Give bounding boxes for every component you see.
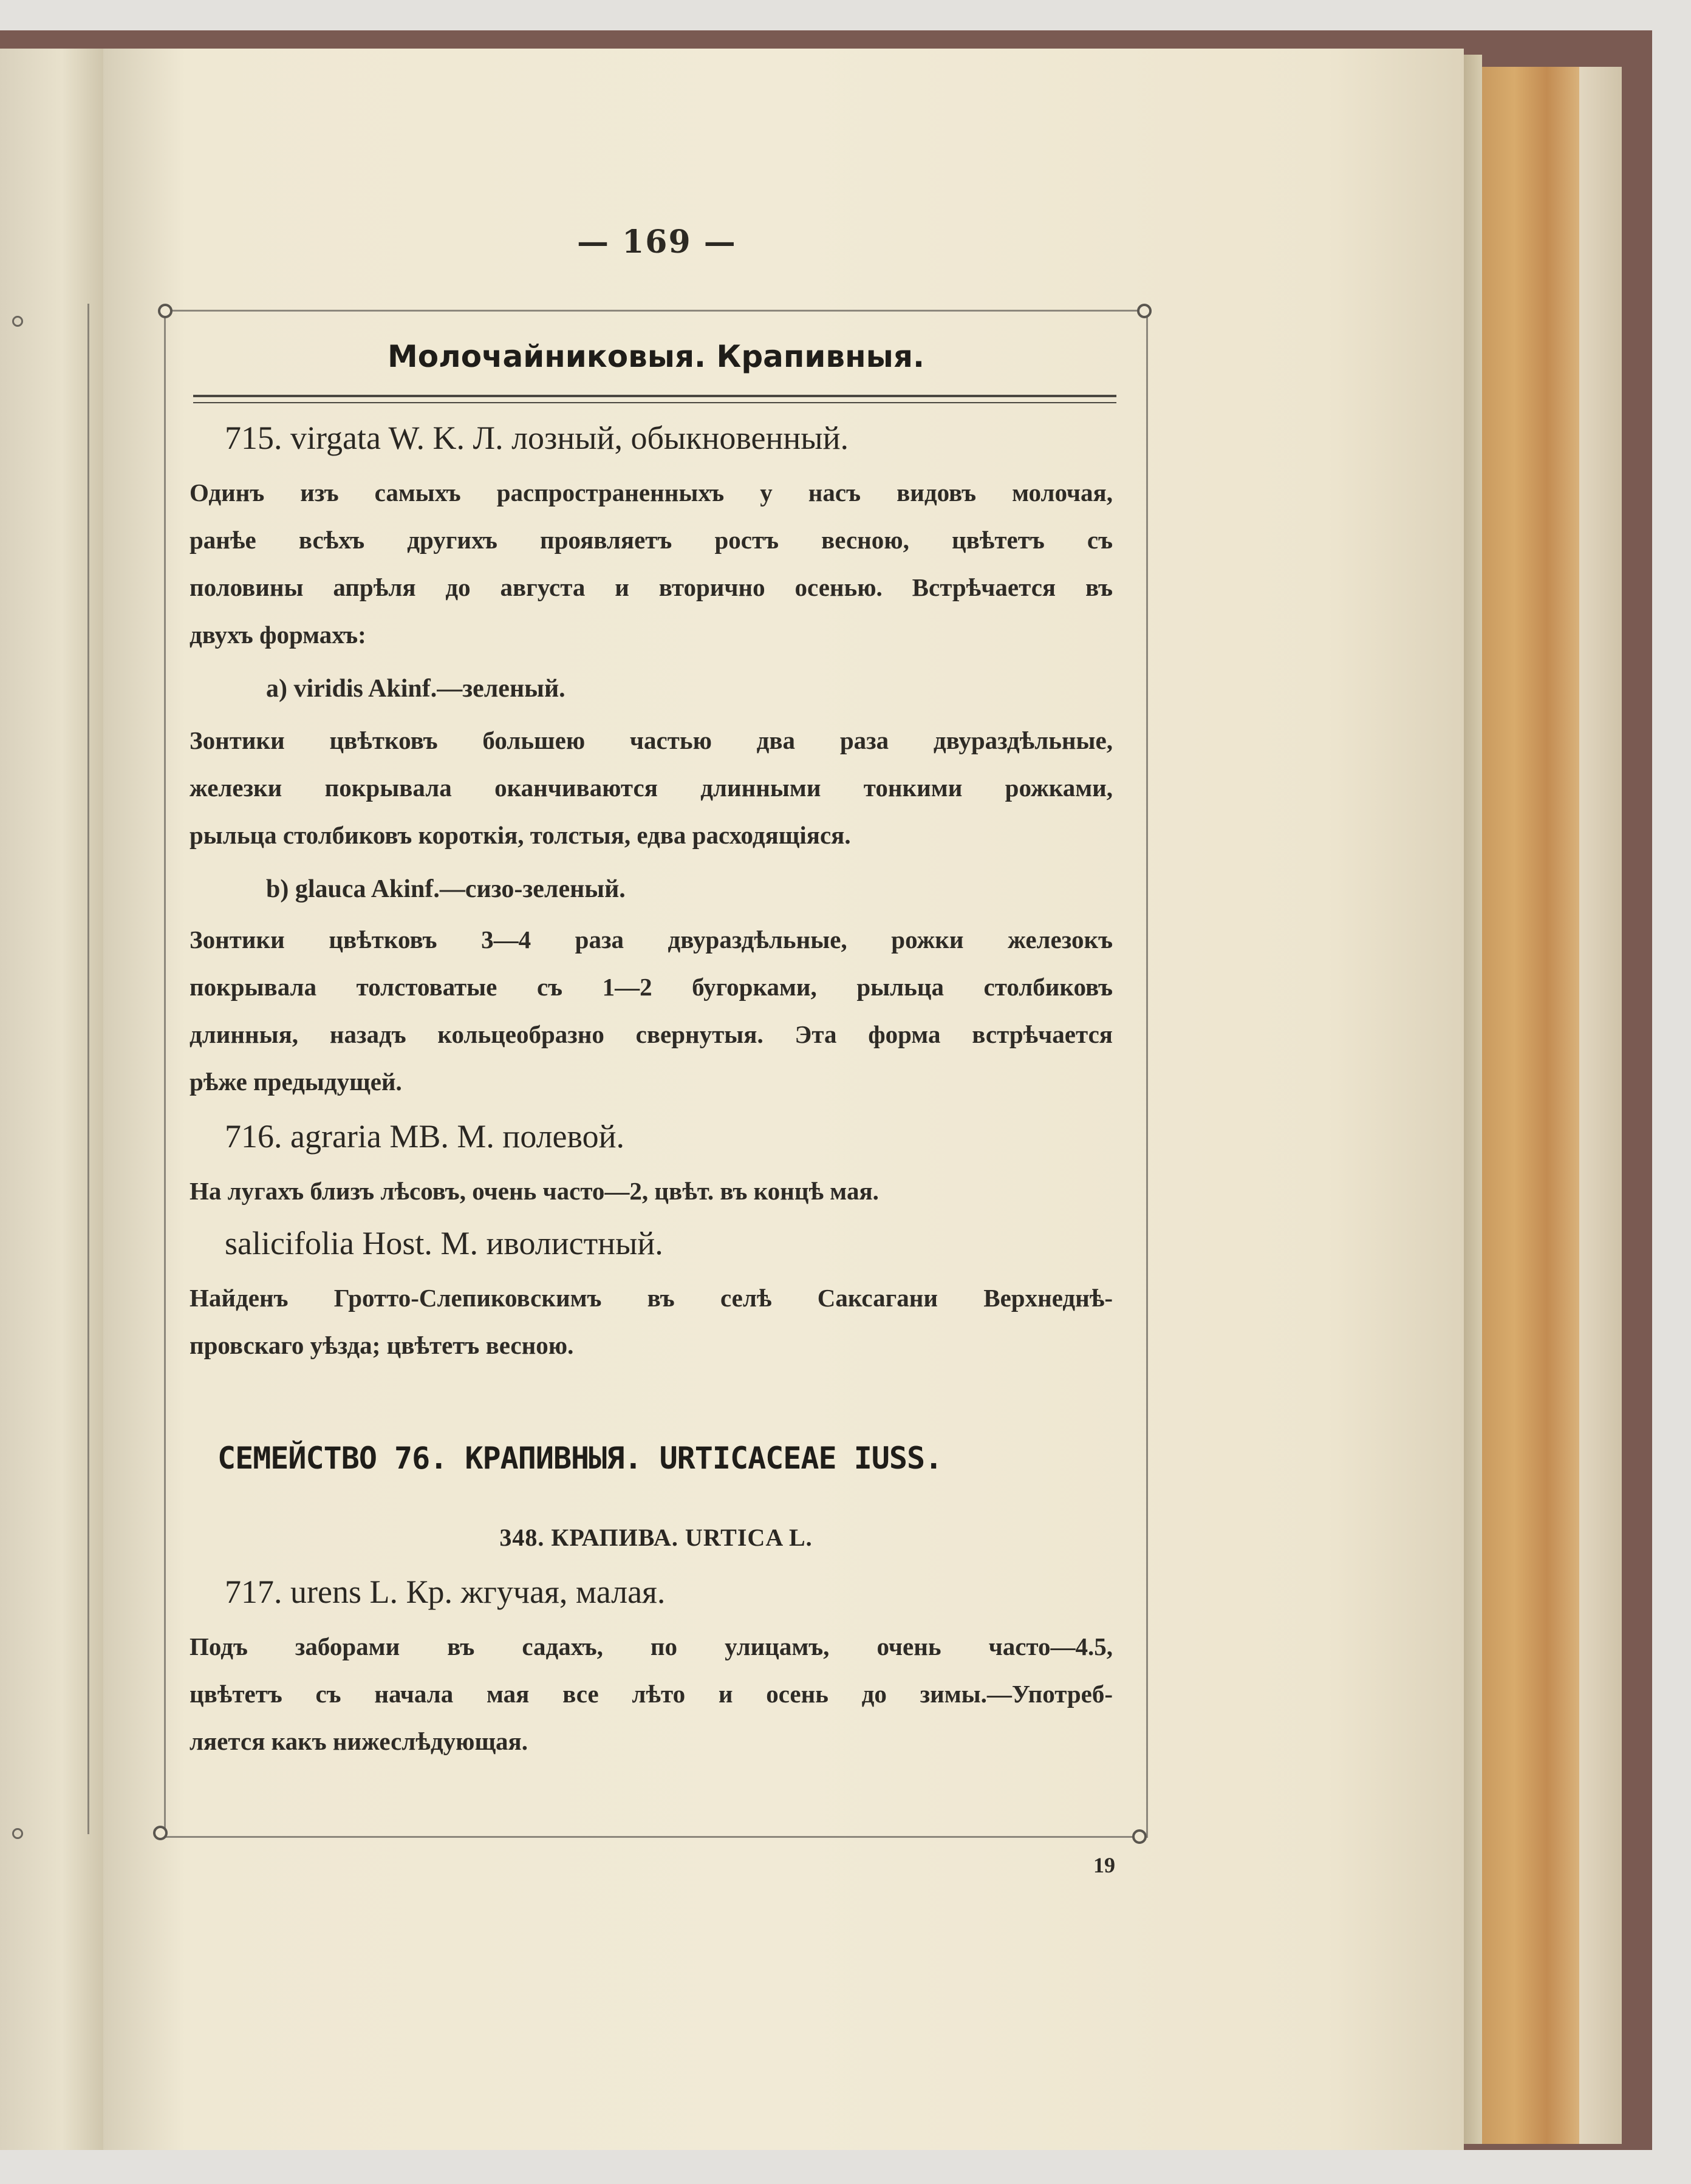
text-line: рѣже предыдущей. bbox=[190, 1068, 402, 1096]
form-b-description bbox=[190, 916, 1113, 1105]
text-line: цвѣтетъ съ начала мая все лѣто и осень до зимы.—Употреб- bbox=[190, 1680, 1113, 1708]
page-edges bbox=[1579, 67, 1622, 2144]
entry-salicifolia-description bbox=[190, 1274, 1113, 1369]
frame-ornament-icon bbox=[153, 1826, 168, 1840]
left-page-edge bbox=[0, 49, 103, 2150]
text-line: На лугахъ близъ лѣсовъ, очень часто—2, цвѣт. въ концѣ мая. bbox=[190, 1177, 879, 1205]
page-edges bbox=[1482, 67, 1579, 2144]
family-heading: СЕМЕЙСТВО 76. КРАПИВНЫЯ. URTICACEAE IUSS. bbox=[217, 1441, 943, 1476]
genus-heading: 348. КРАПИВА. URTICA L. bbox=[499, 1524, 813, 1551]
book-cover bbox=[1622, 43, 1652, 2150]
text-line: длинныя, назадъ кольцеобразно свернутыя. Эта форма встрѣчается bbox=[190, 1020, 1113, 1048]
text-line: Зонтики цвѣтковъ большею частью два раза двураздѣльные, bbox=[190, 726, 1113, 754]
left-page-frame bbox=[15, 304, 89, 1834]
text-line: ляется какъ нижеслѣдующая. bbox=[190, 1727, 528, 1755]
text-line: двухъ формахъ: bbox=[190, 621, 366, 649]
book-scan bbox=[0, 30, 1652, 2150]
text-line: Найденъ Гротто-Слепиковскимъ въ селѣ Саксагани Верхнеднѣ- bbox=[190, 1284, 1113, 1312]
entry-717-description bbox=[190, 1623, 1113, 1765]
form-a-title: a) viridis Akinf.—зеленый. bbox=[266, 675, 565, 703]
form-b-title: b) glauca Akinf.—сизо-зеленый. bbox=[266, 875, 626, 903]
text-line: Зонтики цвѣтковъ 3—4 раза двураздѣльные, рожки железокъ bbox=[190, 926, 1113, 954]
signature-mark: 19 bbox=[1093, 1853, 1115, 1877]
header-rule bbox=[193, 395, 1116, 397]
entry-715-title: 715. virgata W. K. Л. лозный, обыкновенный. bbox=[225, 420, 849, 456]
entry-salicifolia-title: salicifolia Host. M. иволистный. bbox=[225, 1225, 663, 1261]
page-number: — 169 — bbox=[577, 224, 737, 261]
header-rule bbox=[193, 402, 1116, 403]
form-a-description bbox=[190, 717, 1113, 859]
entry-717-title: 717. urens L. Кр. жгучая, малая. bbox=[225, 1574, 666, 1610]
text-line: провскаго уѣзда; цвѣтетъ весною. bbox=[190, 1331, 574, 1359]
text-line: железки покрывала оканчиваются длинными тонкими рожками, bbox=[190, 774, 1113, 802]
entry-715-description bbox=[190, 469, 1113, 658]
text-line: покрывала толстоватые съ 1—2 бугорками, рыльца столбиковъ bbox=[190, 973, 1113, 1001]
text-line: рыльца столбиковъ короткія, толстыя, едва расходящіяся. bbox=[190, 821, 851, 849]
running-header: Молочайниковыя. Крапивныя. bbox=[388, 339, 924, 374]
frame-ornament-icon bbox=[158, 304, 173, 318]
frame-ornament-icon bbox=[12, 316, 23, 327]
text-line: Подъ заборами въ садахъ, по улицамъ, очень часто—4.5, bbox=[190, 1633, 1113, 1660]
frame-ornament-icon bbox=[12, 1828, 23, 1839]
entry-716-description bbox=[190, 1167, 1113, 1215]
frame-ornament-icon bbox=[1132, 1829, 1147, 1844]
text-line: половины апрѣля до августа и вторично осенью. Встрѣчается въ bbox=[190, 573, 1113, 601]
text-line: ранѣе всѣхъ другихъ проявляетъ ростъ весною, цвѣтетъ съ bbox=[190, 526, 1113, 554]
text-line: Одинъ изъ самыхъ распространенныхъ у насъ видовъ молочая, bbox=[190, 479, 1113, 507]
entry-716-title: 716. agraria MB. M. полевой. bbox=[225, 1118, 625, 1155]
frame-ornament-icon bbox=[1137, 304, 1152, 318]
